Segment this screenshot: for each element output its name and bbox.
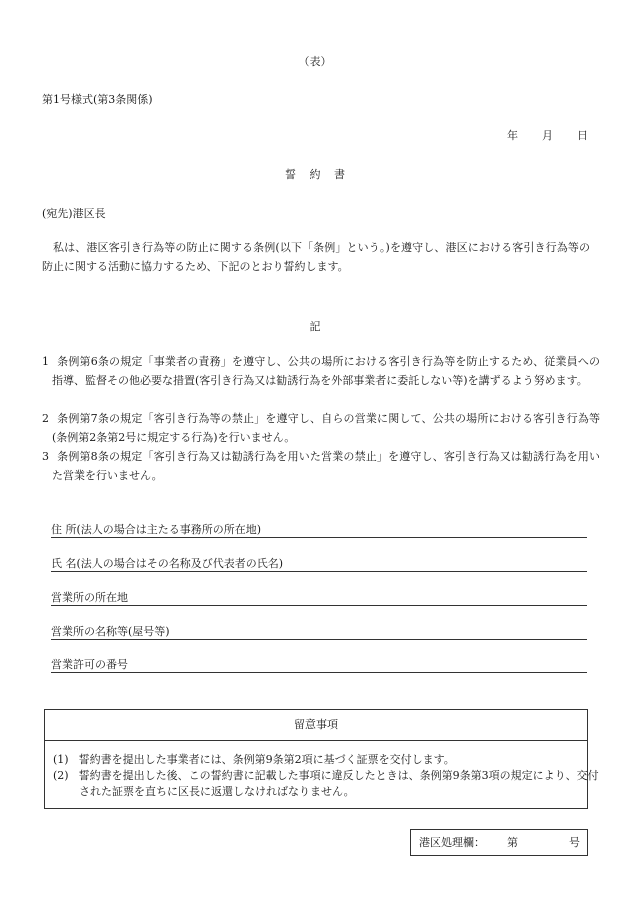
note-item	[53, 768, 607, 800]
note-number: (2)	[53, 769, 69, 782]
notes-title: 留意事項	[45, 710, 587, 741]
pledge-text: 条例第7条の規定「客引き行為等の禁止」を遵守し、自らの営業に関して、公共の場所における客引き行為等(条例第2条第2号に規定する行為)を行いません。	[52, 412, 600, 444]
pledge-number: 3	[42, 450, 49, 463]
notes-box	[44, 709, 599, 809]
date-month: 月	[542, 129, 553, 142]
business-name-field[interactable]	[51, 625, 587, 640]
date-year: 年	[507, 129, 518, 142]
form-number: 第1号様式(第3条関係)	[42, 93, 153, 106]
office-number-suffix: 号	[569, 836, 580, 849]
pledge-item	[42, 409, 600, 447]
form-side-mark: （表）	[298, 55, 332, 68]
pledge-item	[42, 352, 600, 390]
ki-heading: 記	[309, 320, 321, 333]
pledge-text: 条例第6条の規定「事業者の責務」を遵守し、公共の場所における客引き行為等を防止するため、従業員への指導、監督その他必要な措置(客引き行為又は勧誘行為を外部事業者に委託しない等)を講ずるよう努めます。	[52, 355, 600, 387]
pledge-number: 2	[42, 412, 49, 425]
pledge-item	[42, 447, 600, 485]
office-use-label: 港区処理欄：	[419, 836, 485, 849]
name-field[interactable]	[51, 557, 587, 572]
date-day: 日	[577, 129, 588, 142]
business-name-label: 営業所の名称等(屋号等)	[51, 625, 170, 638]
note-number: (1)	[53, 753, 69, 766]
note-item	[53, 752, 607, 768]
pledge-number: 1	[42, 355, 49, 368]
office-location-field[interactable]	[51, 591, 587, 606]
address-label: 住 所(法人の場合は主たる事務所の所在地)	[51, 523, 262, 536]
office-number-input[interactable]	[521, 830, 567, 855]
note-text: 誓約書を提出した後、この誓約書に記載した事項に違反したときは、条例第9条第3項の規定により、交付された証票を直ちに区長に返還しなければなりません。	[78, 769, 599, 798]
intro-paragraph: 私は、港区客引き行為等の防止に関する条例(以下「条例」という。)を遵守し、港区における客引き行為等の防止に関する活動に協力するため、下記のとおり誓約します。	[42, 241, 590, 273]
addressee: (宛先)港区長	[42, 207, 106, 220]
office-location-label: 営業所の所在地	[51, 591, 128, 604]
pledge-text: 条例第8条の規定「客引き行為又は勧誘行為を用いた営業の禁止」を遵守し、客引き行為又は勧誘行為を用いた営業を行いません。	[52, 450, 600, 482]
office-use-box	[410, 829, 588, 856]
office-number-prefix: 第	[507, 836, 518, 849]
address-field[interactable]	[51, 523, 587, 538]
document-title: 誓 約 書	[285, 168, 345, 181]
note-text: 誓約書を提出した事業者には、条例第9条第2項に基づく証票を交付します。	[78, 753, 455, 766]
license-number-field[interactable]	[51, 658, 587, 673]
name-label: 氏 名(法人の場合はその名称及び代表者の氏名)	[51, 557, 284, 570]
license-number-label: 営業許可の番号	[51, 658, 128, 671]
